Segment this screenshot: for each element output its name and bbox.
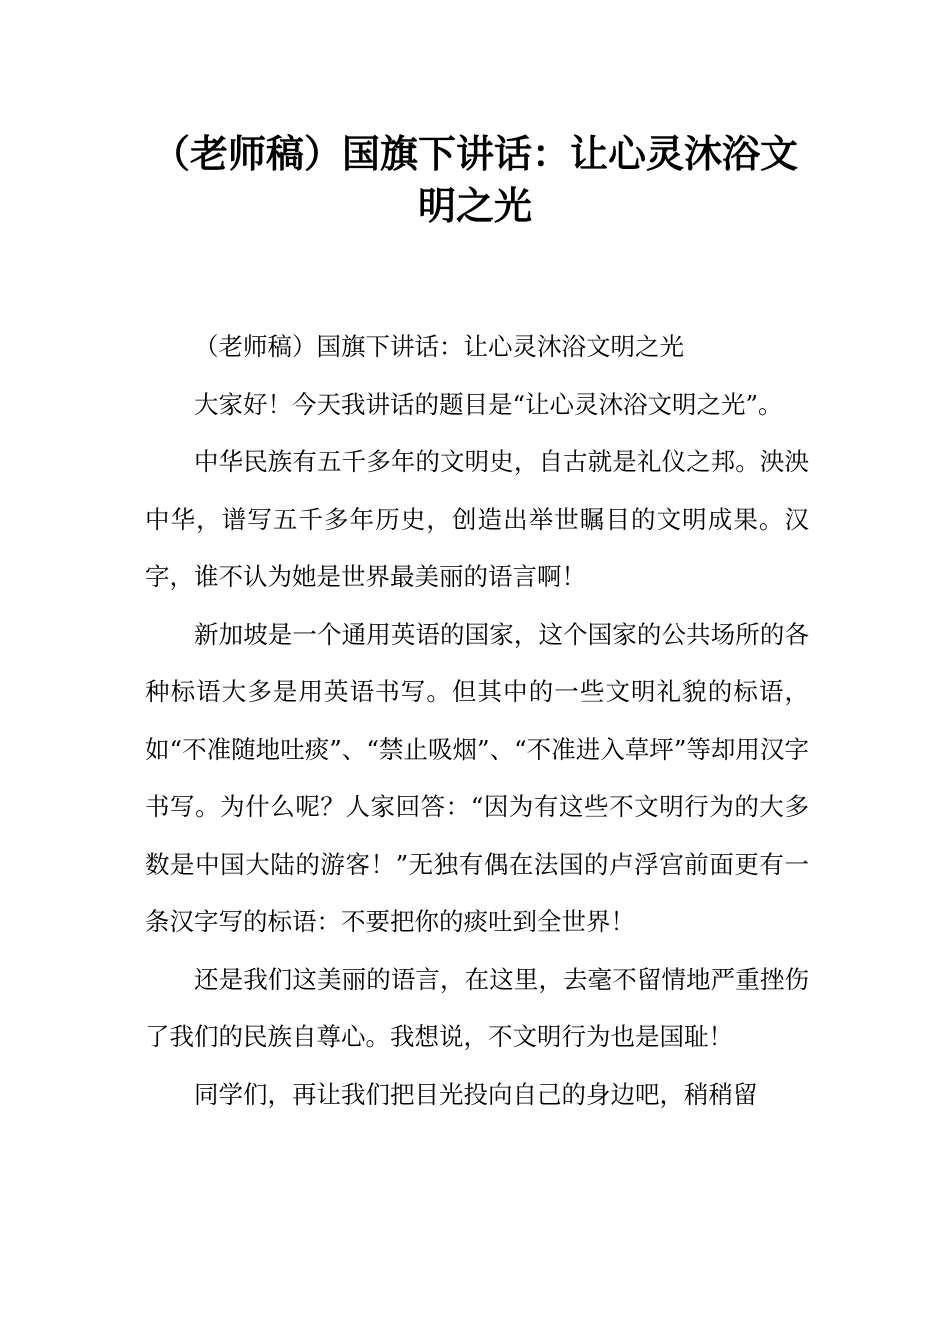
document-title: （老师稿）国旗下讲话：让心灵沐浴文明之光: [151, 132, 798, 228]
paragraph: 同学们，再让我们把目光投向自己的身边吧，稍稍留: [194, 1079, 758, 1109]
paragraph-subtitle: （老师稿）国旗下讲话：让心灵沐浴文明之光: [194, 332, 684, 361]
document-body: [145, 318, 809, 1123]
paragraph: 还是我们这美丽的语言，在这里，去毫不留情地严重挫伤了我们的民族自尊心。我想说，不文明行为也是国耻！: [145, 964, 809, 1051]
paragraph: 新加坡是一个通用英语的国家，这个国家的公共场所的各种标语大多是用英语书写。但其中的一些文明礼貌的标语，如“不准随地吐痰”、“禁止吸烟”、“不准进入草坪”等却用汉字书写。为什么呢？人家回答：“因为有这些不文明行为的大多数是中国大陆的游客！”无独有偶在法国的卢浮宫前面更有一条汉字写的标语：不要把你的痰吐到全世界！: [145, 619, 809, 936]
paragraph: 中华民族有五千多年的文明史，自古就是礼仪之邦。泱泱中华，谱写五千多年历史，创造出举世瞩目的文明成果。汉字，谁不认为她是世界最美丽的语言啊！: [145, 447, 809, 591]
paragraph: 大家好！今天我讲话的题目是“让心灵沐浴文明之光”。: [194, 389, 783, 419]
